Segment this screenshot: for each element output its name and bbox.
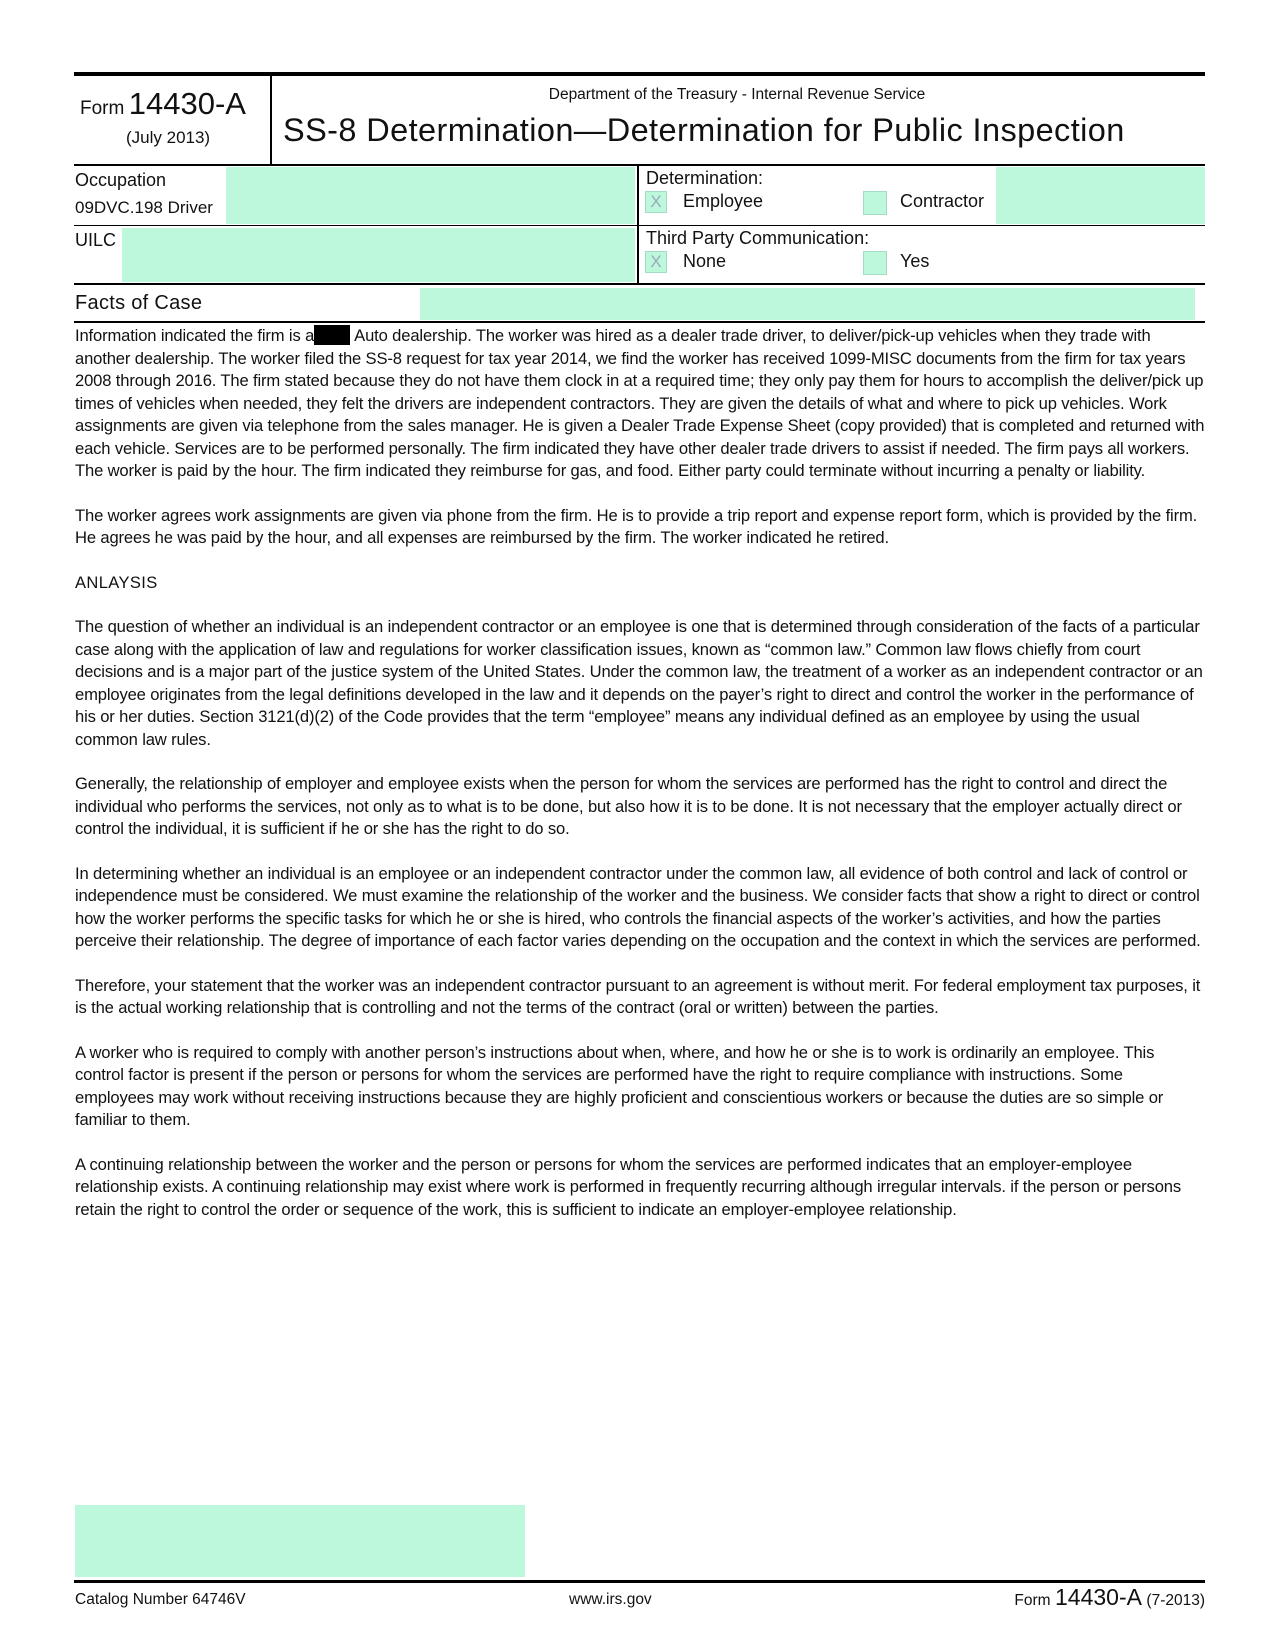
yes-option-label: Yes	[900, 251, 930, 271]
row-divider-left	[74, 225, 637, 226]
employee-checkbox[interactable]: X	[645, 191, 667, 213]
facts-p1-rest: Auto dealership. The worker was hired as a dealer trade driver, to deliver/pick-up vehicles when they trade with another dealership. The worker filed the SS-8 request for tax year 2014, we find the worker has received 1099-MISC documents from the firm for tax years 2008 through 2016. The firm stated because they do not have them clock in at a required time; they only pay them for hours to accomplish the deliver/pick up times of vehicles when needed, they felt the drivers are independent contractors. They are given the details of what and where to pick up vehicles. Work assignments are given via telephone from the sales manager. He is given a Dealer Trade Expense Sheet (copy provided) that is completed and returned with each vehicle. Services are to be performed personally. The firm indicated they have other dealer trade drivers to assist if needed. The firm pays all workers. The worker is paid by the hour. The firm indicated they reimburse for gas, and food. Either party could terminate without incurring a penalty or liability.	[75, 326, 1205, 480]
facts-rule	[74, 321, 1205, 323]
third-party-label: Third Party Communication:	[646, 228, 870, 248]
none-option-label: None	[683, 251, 727, 271]
redaction-block	[314, 325, 350, 345]
fields-bottom-rule	[74, 283, 1205, 285]
analysis-heading: ANLAYSIS	[75, 573, 158, 592]
bottom-entry-field[interactable]	[75, 1505, 525, 1577]
uilc-field[interactable]	[122, 228, 635, 282]
contractor-option-label: Contractor	[900, 191, 985, 211]
none-checkbox[interactable]: X	[645, 251, 667, 273]
form-prefix: Form	[80, 98, 125, 119]
form-date: (July 2013)	[126, 128, 211, 147]
header-bottom-rule	[74, 164, 1205, 166]
footer-rule	[74, 1580, 1205, 1583]
employee-option-label: Employee	[683, 191, 764, 211]
contractor-checkbox[interactable]	[863, 191, 887, 215]
yes-checkbox[interactable]	[863, 251, 887, 275]
footer-form-rev: (7-2013)	[1146, 1592, 1205, 1609]
analysis-paragraph-6: A continuing relationship between the worker and the person or persons for whom the services are performed indicates that an employer-employee relationship exists. A continuing relationship may exist where work is performed in frequently recurring although irregular intervals. if the person or persons retain the right to control the order or sequence of the work, this is sufficient to indicate an employer-employee relationship.	[75, 1154, 1182, 1219]
determination-extra-field[interactable]	[996, 167, 1205, 224]
occupation-value: 09DVC.198 Driver	[75, 198, 213, 217]
facts-body	[75, 325, 1205, 1243]
facts-p1-start: Information indicated the firm is a	[75, 326, 315, 345]
catalog-number: Catalog Number 64746V	[75, 1591, 246, 1608]
occupation-label: Occupation	[75, 170, 167, 190]
analysis-paragraph-3: In determining whether an individual is an employee or an independent contractor under the common law, all evidence of both control and lack of control or independence must be considered. We must examine the relationship of the worker and the business. We consider facts that show a right to direct or control how the worker performs the specific tasks for which he or she is hired, who controls the financial aspects of the worker’s activities, and how the parties perceive their relationship. The degree of importance of each factor varies depending on the occupation and the context in which the services are performed.	[75, 863, 1201, 950]
occupation-field[interactable]	[226, 167, 635, 224]
facts-heading-field[interactable]	[420, 288, 1195, 320]
determination-label: Determination:	[646, 168, 764, 188]
website-link[interactable]: www.irs.gov	[569, 1591, 652, 1608]
uilc-label: UILC	[75, 230, 117, 250]
agency-name: Department of the Treasury - Internal Revenue Service	[548, 86, 926, 103]
footer-form-number: 14430-A	[1054, 1584, 1142, 1610]
page-title: SS-8 Determination—Determination for Public Inspection	[283, 112, 1125, 148]
analysis-paragraph-2: Generally, the relationship of employer and employee exists when the person for whom the services are performed has the right to control and direct the individual who performs the services, not only as to what is to be done, but also how it is to be done. It is not necessary that the employer actually direct or control the individual, it is sufficient if he or she has the right to do so.	[75, 774, 1182, 838]
footer-form-id	[1014, 1584, 1205, 1611]
row-divider-right	[639, 225, 1205, 226]
form-number: 14430-A	[128, 86, 246, 121]
top-rule	[74, 72, 1205, 76]
facts-paragraph-1	[75, 325, 1205, 483]
facts-heading: Facts of Case	[75, 292, 203, 314]
facts-paragraph-2: The worker agrees work assignments are given via phone from the firm. He is to provide a trip report and expense report form, which is provided by the firm. He agrees he was paid by the hour, and all expenses are reimbursed by the firm. The worker indicated he retired.	[75, 505, 1198, 547]
form-id	[80, 86, 265, 122]
analysis-paragraph-1: The question of whether an individual is an independent contractor or an employee is one that is determined through consideration of the facts of a particular case along with the application of law and regulations for worker classification issues, known as “common law.” Common law flows chiefly from court decisions and is a major part of the justice system of the United States. Under the common law, the treatment of a worker as an independent contractor or an employee originates from the legal definitions developed in the law and it depends on the payer’s right to direct and control the worker in the performance of his or her duties. Section 3121(d)(2) of the Code provides that the term “employee” means any individual defined as an employee by using the usual common law rules.	[75, 617, 1203, 749]
analysis-paragraph-5: A worker who is required to comply with another person’s instructions about when, where, and how he or she is to work is ordinarily an employee. This control factor is present if the person or persons for whom the services are performed have the right to require compliance with instructions. Some employees may work without receiving instructions because they are highly proficient and conscientious workers or because the duties are so simple or familiar to them.	[75, 1042, 1164, 1129]
analysis-paragraph-4: Therefore, your statement that the worker was an independent contractor pursuant to an agreement is without merit. For federal employment tax purposes, it is the actual working relationship that is controlling and not the terms of the contract (oral or written) between the parties.	[75, 975, 1201, 1017]
footer-form-prefix: Form	[1014, 1592, 1051, 1609]
